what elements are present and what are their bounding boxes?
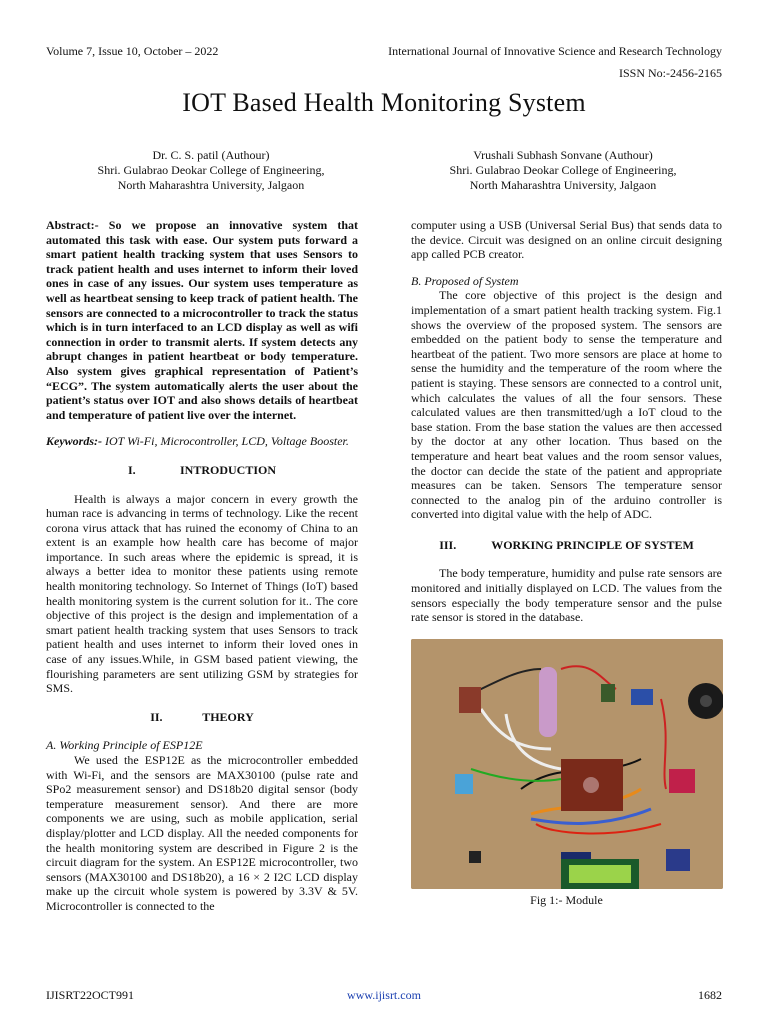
page-number: 1682 (698, 988, 722, 1002)
author-university: North Maharashtra University, Jalgaon (117, 178, 305, 192)
theory-paragraph-a: We used the ESP12E as the microcontroller embedded with Wi-Fi, and the sensors are MAX30100 (pulse rate and SPo2 measurement sensor) and DS18b20 digital sensor (body temperature measurement sensor). And there are more components we are using, such as mobile application, serial display/plotter and LCD display. All the needed components for the health monitoring system are described in Figure 2 is the circuit diagram for the system. An ESP12E microcontroller, two sensors (MAX30100 and DS18b20), a 16 × 2 I2C LCD display make up the circuit whole system is powered by 3.3V & 5V. Microcontroller is connected to the (46, 753, 358, 913)
author-block-1 (46, 148, 376, 193)
author-block-2 (400, 148, 726, 193)
module-photo (411, 639, 723, 889)
working-paragraph: The body temperature, humidity and pulse rate sensors are monitored and initially displayed on LCD. The values from the sensors especially the body temperature sensor and the pulse rate sensor is stored in the database. (411, 566, 722, 625)
circuit-board-photo-illustration (411, 639, 723, 889)
section-heading-introduction (46, 463, 358, 478)
section-number: III. (439, 537, 457, 552)
abstract-label: Abstract:- (46, 218, 99, 232)
keywords (46, 434, 358, 449)
section-heading-working-principle (411, 538, 722, 553)
footer-website-link[interactable]: www.ijisrt.com (347, 988, 421, 1002)
theory-paragraph-b: The core objective of this project is the design and implementation of a smart patient health tracking system. Fig.1 shows the overview of the proposed system. The sensors are embedded on the patient body to sense the temperature and heartbeat of the patient. Two more sensors are place at home to sense the humidity and the temperature of the room where the patient is staying. These sensors are connected to a control unit, which calculates the values of all the four sensors. These calculated values are then transmitted/ugh a IoT cloud to the base station. From the base station the values are then accessed by the doctor at any other location. Thus based on the temperature and heart beat values and the room sensor values, the doctor can decide the state of the patient and appropriate measures can be taken. Sensors The temperature sensor connected to the analog pin of the arduino controller is converted into digital value with the help of ADC. (411, 288, 722, 522)
figure-caption: Fig 1:- Module (530, 892, 603, 907)
subsection-heading-a: A. Working Principle of ESP12E (46, 738, 203, 753)
paper-title: IOT Based Health Monitoring System (182, 88, 586, 117)
author-affiliation: Shri. Gulabrao Deokar College of Engineering, (449, 163, 677, 177)
humidity-sensor-icon (455, 774, 473, 794)
abstract (46, 218, 358, 422)
section-title: WORKING PRINCIPLE OF SYSTEM (491, 537, 694, 552)
journal-name: International Journal of Innovative Science and Research Technology (388, 44, 722, 58)
author-name: Dr. C. S. patil (Authour) (152, 148, 270, 162)
abstract-text: So we propose an innovative system that automated this task with ease. Our system puts forward a smart patient health tracking system that uses Sensors to track patient health and uses internet to inform their loved ones in case of any issues. Our system uses temperature as well as heartbeat sensing to keep track of patient health. The sensors are connected to a microcontroller to track the status which is in turn interfaced to an LCD display as well as wifi connection in order to transmit alerts. If system detects any abrupt changes in patient heartbeat or body temperature. Also system gives graphical representation of Patient’s “ECG”. The system automatically alerts the user about the patient’s status over IOT and also shows details of heartbeat and temperature of patient live over the internet. (46, 218, 358, 422)
section-title: THEORY (202, 709, 254, 724)
keywords-text: IOT Wi-Fi, Microcontroller, LCD, Voltage Booster. (102, 434, 349, 449)
section-number: II. (150, 709, 163, 724)
author-university: North Maharashtra University, Jalgaon (469, 178, 657, 192)
left-column (46, 218, 358, 914)
keywords-label: Keywords:- (46, 434, 102, 449)
author-name: Vrushali Subhash Sonvane (Authour) (473, 148, 653, 162)
theory-paragraph-a-continued: computer using a USB (Universal Serial Bus) that sends data to the device. Circuit was designed on an online circuit designing app called PCB creator. (411, 218, 722, 262)
pulse-sensor-icon (669, 769, 695, 793)
issn: ISSN No:-2456-2165 (618, 66, 722, 80)
right-column (411, 218, 722, 907)
subsection-heading-b: B. Proposed of System (411, 273, 519, 288)
journal-volume: Volume 7, Issue 10, October – 2022 (46, 44, 219, 58)
introduction-paragraph: Health is always a major concern in every growth the human race is advancing in terms of technology. Like the recent corona virus attack that has ruined the economy of China to an extent is an example how health care has become of major importance. In such areas where the epidemic is spread, it is always a better idea to monitor these patients using remote health monitoring technology. So Internet of Things (IoT) based health monitoring system is the current solution for it.. The core objective of this project is the design and implementation of a smart patient health tracking system that uses Sensors to track patient health and uses internet to inform their loved ones in case of any issues.While, in GSM based patient viewing, the flourishing parameters are sent utilizing GSM by strategies for SMS. (46, 491, 358, 696)
sensor-board-icon (459, 687, 481, 713)
section-title: INTRODUCTION (179, 462, 276, 477)
section-heading-theory (46, 710, 358, 725)
battery-icon (539, 667, 557, 737)
author-affiliation: Shri. Gulabrao Deokar College of Engineering, (97, 163, 325, 177)
section-number: I. (127, 462, 136, 477)
footer-code: IJISRT22OCT991 (46, 988, 134, 1002)
